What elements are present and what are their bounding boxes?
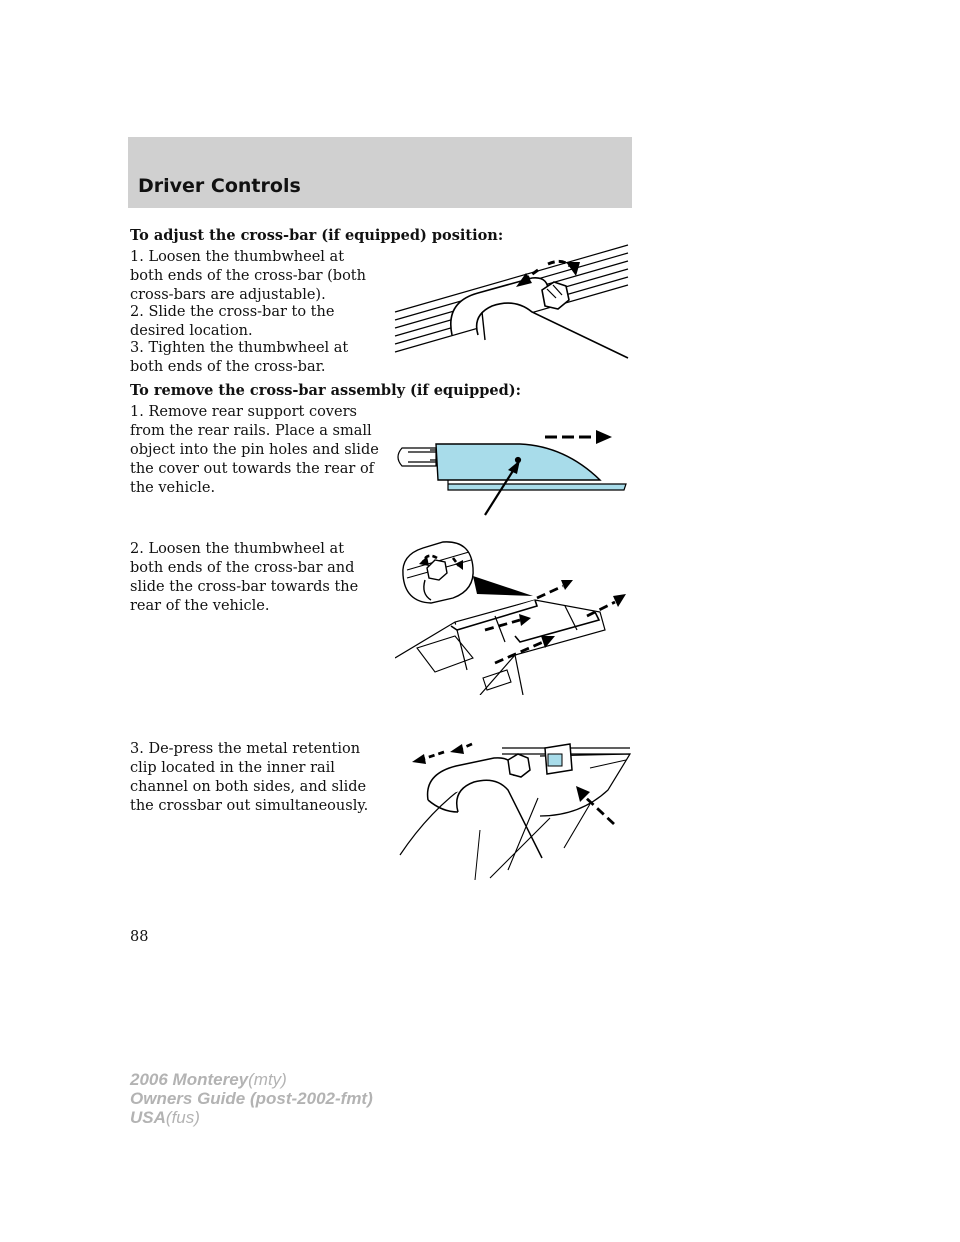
remove-step-2: 2. Loosen the thumbwheel at both ends of the cross-bar and slide the cross-bar towards the rear of the vehicle. xyxy=(130,541,359,614)
section-title: Driver Controls xyxy=(138,175,301,197)
footer-market-code: (fus) xyxy=(165,1108,200,1127)
roof-rack-slide-illustration xyxy=(395,530,635,695)
remove-step-1: 1. Remove rear support covers from the rear rails. Place a small object into the pin holes and slide the cover out towards the rear of the vehicle. xyxy=(130,404,379,496)
adjust-step-2: 2. Slide the cross-bar to the desired location. xyxy=(130,304,335,339)
footer-line-guide xyxy=(130,1089,373,1108)
retention-clip-illustration xyxy=(390,730,635,885)
adjust-step-3: 3. Tighten the thumbwheel at both ends of the cross-bar. xyxy=(130,340,349,375)
adjust-step-1: 1. Loosen the thumbwheel at both ends of the cross-bar (both cross-bars are adjustable). xyxy=(130,249,366,303)
footer-model-code: (mty) xyxy=(248,1070,287,1089)
footer-line-market xyxy=(130,1108,373,1127)
remove-heading: To remove the cross-bar assembly (if equipped): xyxy=(130,382,521,399)
footer-line-model xyxy=(130,1070,373,1089)
thumbwheel-adjust-illustration xyxy=(390,240,635,365)
rear-support-cover-illustration xyxy=(390,420,635,520)
section-header xyxy=(128,137,632,208)
footer-market: USA xyxy=(130,1108,166,1127)
footer-model: 2006 Monterey xyxy=(130,1070,249,1089)
document-footer xyxy=(130,1070,373,1127)
footer-guide: Owners Guide (post-2002-fmt) xyxy=(130,1089,373,1108)
adjust-heading: To adjust the cross-bar (if equipped) position: xyxy=(130,227,504,244)
page-number: 88 xyxy=(130,929,149,945)
remove-step-3: 3. De-press the metal retention clip located in the inner rail channel on both sides, and slide the crossbar out simultaneously. xyxy=(130,741,369,814)
